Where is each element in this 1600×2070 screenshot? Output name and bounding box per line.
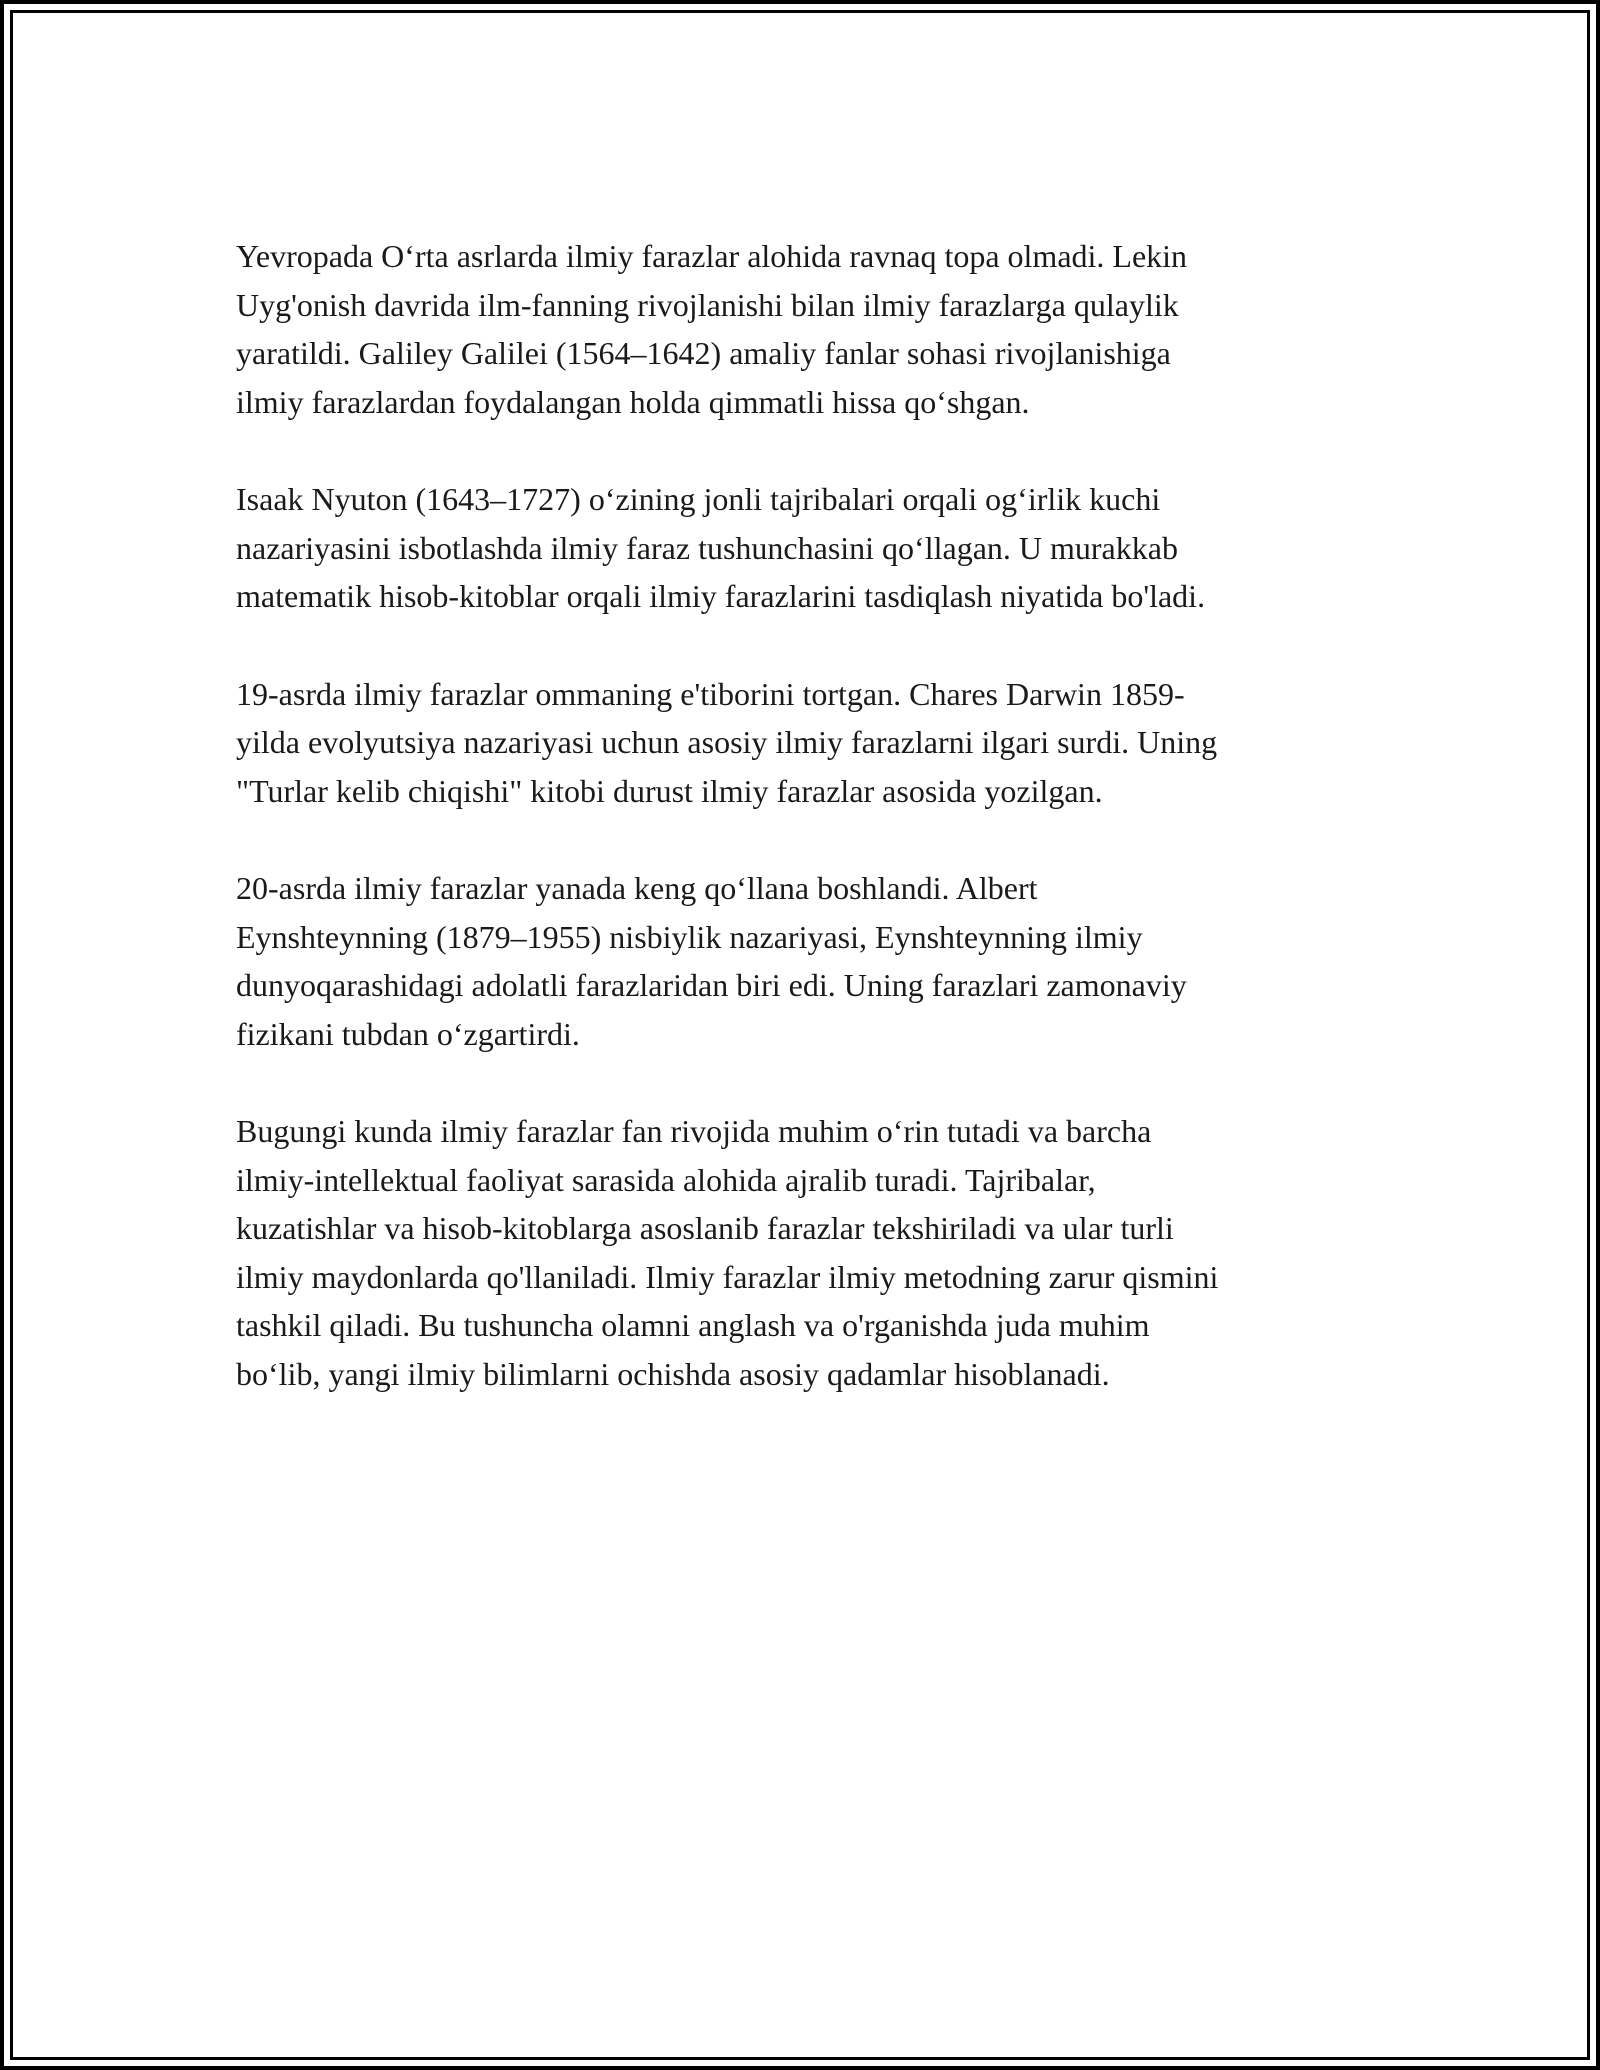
text-line: bo‘lib, yangi ilmiy bilimlarni ochishda asosiy qadamlar hisoblanadi. — [236, 1355, 1110, 1392]
text-line: matematik hisob-kitoblar orqali ilmiy farazlarini tasdiqlash niyatida bo'ladi. — [236, 578, 1206, 614]
paragraph-4 — [236, 864, 1386, 1058]
text-line: Uyg'onish davrida ilm-fanning rivojlanishi bilan ilmiy farazlarga qulaylik — [236, 286, 1179, 323]
text-line: Yevropada O‘rta asrlarda ilmiy farazlar alohida ravnaq topa olmadi. Lekin — [236, 238, 1188, 274]
paragraph-1 — [236, 232, 1386, 426]
paragraph-2 — [236, 475, 1386, 621]
text-line: yaratildi. Galiley Galilei (1564–1642) amaliy fanlar sohasi rivojlanishiga — [236, 335, 1171, 371]
document-body — [236, 232, 1386, 1447]
text-line: dunyoqarashidagi adolatli farazlaridan biri edi. Uning farazlari zamonaviy — [236, 967, 1187, 1003]
text-line: ilmiy maydonlarda qo'llaniladi. Ilmiy farazlar ilmiy metodning zarur qismini — [236, 1258, 1219, 1295]
paragraph-5 — [236, 1107, 1386, 1398]
text-line: tashkil qiladi. Bu tushuncha olamni anglash va o'rganishda juda muhim — [236, 1307, 1150, 1343]
text-line: ilmiy-intellektual faoliyat sarasida alohida ajralib turadi. Tajribalar, — [236, 1161, 1096, 1198]
text-line: Isaak Nyuton (1643–1727) o‘zining jonli tajribalari orqali og‘irlik kuchi — [236, 481, 1161, 517]
paragraph-3 — [236, 670, 1386, 816]
text-line: Eynshteynning (1879–1955) nisbiylik nazariyasi, Eynshteynning ilmiy — [236, 918, 1143, 955]
text-line: 20-asrda ilmiy farazlar yanada keng qo‘llana boshlandi. Albert — [236, 870, 1038, 906]
text-line: Bugungi kunda ilmiy farazlar fan rivojida muhim o‘rin tutadi va barcha — [236, 1113, 1152, 1149]
text-line: kuzatishlar va hisob-kitoblarga asoslanib farazlar tekshiriladi va ular turli — [236, 1210, 1174, 1246]
text-line: fizikani tubdan o‘zgartirdi. — [236, 1015, 580, 1052]
text-line: 19-asrda ilmiy farazlar ommaning e'tiborini tortgan. Chares Darwin 1859- — [236, 675, 1185, 712]
text-line: nazariyasini isbotlashda ilmiy faraz tushunchasini qo‘llagan. U murakkab — [236, 529, 1178, 566]
text-line: "Turlar kelib chiqishi" kitobi durust ilmiy farazlar asosida yozilgan. — [236, 772, 1103, 809]
text-line: ilmiy farazlardan foydalangan holda qimmatli hissa qo‘shgan. — [236, 383, 1030, 420]
text-line: yilda evolyutsiya nazariyasi uchun asosiy ilmiy farazlarni ilgari surdi. Uning — [236, 724, 1218, 760]
